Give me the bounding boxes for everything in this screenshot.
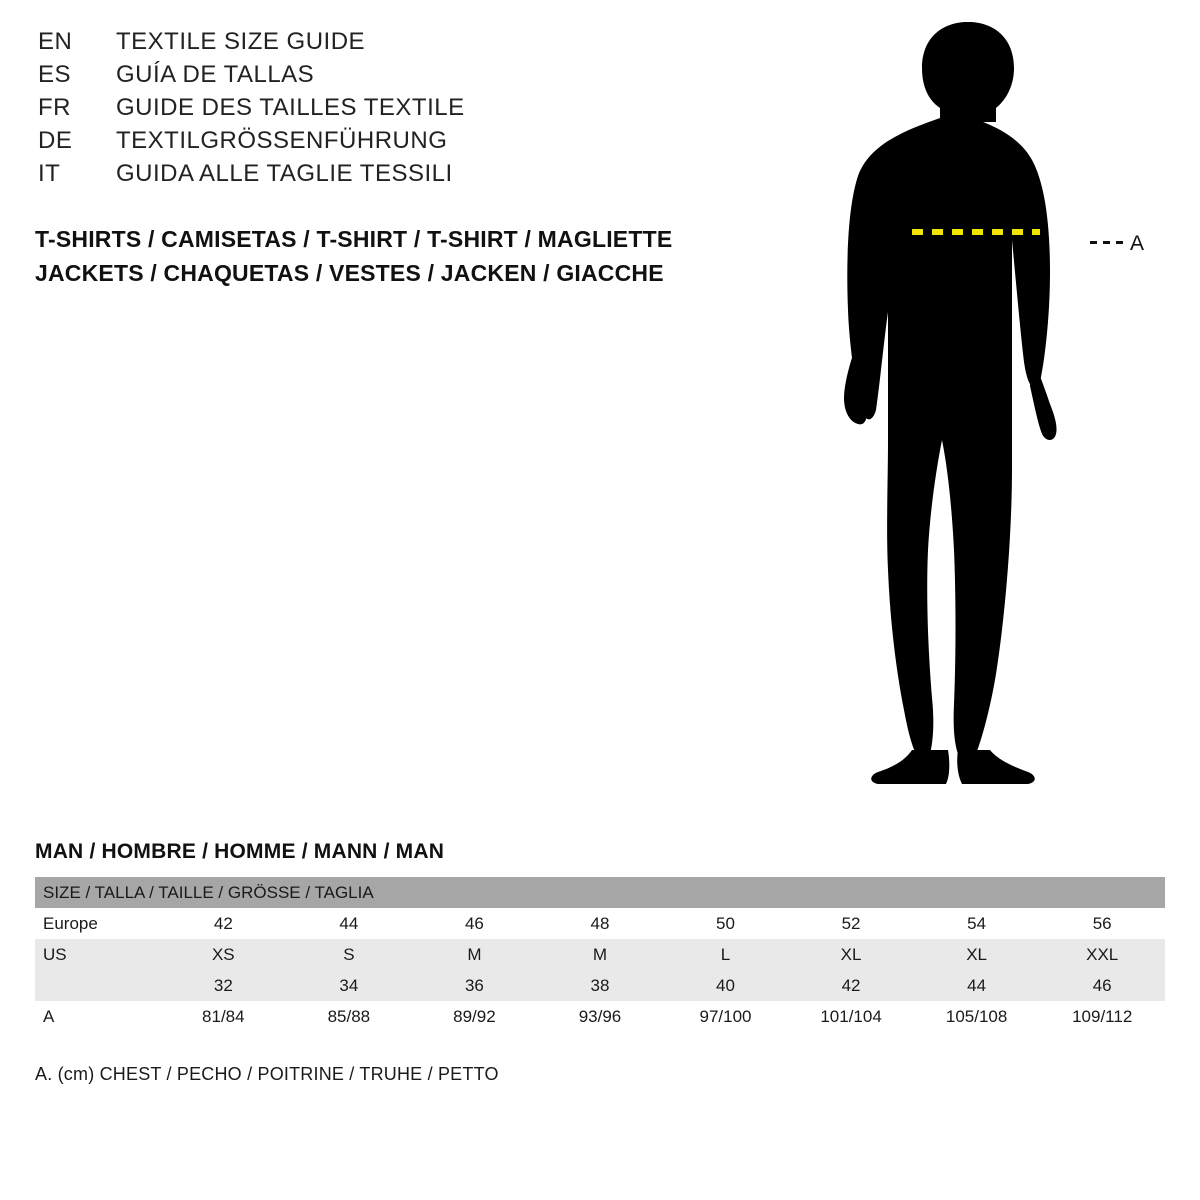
cell-numeric-6: 44 bbox=[914, 970, 1040, 1001]
cell-numeric-2: 36 bbox=[412, 970, 538, 1001]
language-title: TEXTILE SIZE GUIDE bbox=[116, 28, 366, 55]
cell-chest-4: 97/100 bbox=[663, 1001, 789, 1032]
language-title: GUÍA DE TALLAS bbox=[116, 61, 315, 88]
cell-europe-7: 56 bbox=[1039, 908, 1165, 939]
cell-us-6: XL bbox=[914, 939, 1040, 970]
measure-label-a: A bbox=[1130, 232, 1145, 255]
table-header-label: SIZE / TALLA / TAILLE / GRÖSSE / TAGLIA bbox=[35, 877, 1165, 908]
language-row bbox=[38, 28, 758, 61]
language-title: GUIDE DES TAILLES TEXTILE bbox=[116, 94, 465, 121]
cell-chest-0: 81/84 bbox=[161, 1001, 287, 1032]
table-section-title: MAN / HOMBRE / HOMME / MANN / MAN bbox=[35, 840, 445, 863]
cell-chest-7: 109/112 bbox=[1039, 1001, 1165, 1032]
row-label-chest: A bbox=[35, 1001, 161, 1032]
cell-numeric-1: 34 bbox=[286, 970, 412, 1001]
garment-category-list bbox=[35, 222, 775, 290]
language-code: IT bbox=[38, 160, 61, 187]
cell-us-1: S bbox=[286, 939, 412, 970]
cell-us-4: L bbox=[663, 939, 789, 970]
cell-europe-4: 50 bbox=[663, 908, 789, 939]
cell-numeric-7: 46 bbox=[1039, 970, 1165, 1001]
size-table bbox=[35, 877, 1165, 1032]
cell-us-5: XL bbox=[788, 939, 914, 970]
row-label-numeric bbox=[35, 970, 161, 1001]
table-header-row bbox=[35, 877, 1165, 908]
table-row bbox=[35, 908, 1165, 939]
row-label-us: US bbox=[35, 939, 161, 970]
cell-europe-5: 52 bbox=[788, 908, 914, 939]
cell-europe-3: 48 bbox=[537, 908, 663, 939]
language-row bbox=[38, 61, 758, 94]
cell-us-3: M bbox=[537, 939, 663, 970]
cell-chest-5: 101/104 bbox=[788, 1001, 914, 1032]
language-code: FR bbox=[38, 94, 71, 121]
table-row bbox=[35, 939, 1165, 970]
category-jackets: JACKETS / CHAQUETAS / VESTES / JACKEN / GIACCHE bbox=[35, 260, 664, 286]
body-silhouette-figure bbox=[800, 10, 1200, 800]
language-title: TEXTILGRÖSSENFÜHRUNG bbox=[116, 127, 448, 154]
category-tshirts: T-SHIRTS / CAMISETAS / T-SHIRT / T-SHIRT / MAGLIETTE bbox=[35, 226, 673, 252]
cell-europe-2: 46 bbox=[412, 908, 538, 939]
size-table-section bbox=[35, 840, 1165, 1085]
language-code: ES bbox=[38, 61, 72, 88]
cell-europe-1: 44 bbox=[286, 908, 412, 939]
language-row bbox=[38, 127, 758, 160]
cell-chest-2: 89/92 bbox=[412, 1001, 538, 1032]
table-row bbox=[35, 1001, 1165, 1032]
language-row bbox=[38, 160, 758, 193]
language-row bbox=[38, 94, 758, 127]
cell-chest-1: 85/88 bbox=[286, 1001, 412, 1032]
cell-europe-0: 42 bbox=[161, 908, 287, 939]
cell-numeric-0: 32 bbox=[161, 970, 287, 1001]
cell-europe-6: 54 bbox=[914, 908, 1040, 939]
language-title-list bbox=[38, 28, 758, 193]
measure-leader-dashes bbox=[1090, 241, 1124, 244]
row-label-europe: Europe bbox=[35, 908, 161, 939]
language-title: GUIDA ALLE TAGLIE TESSILI bbox=[116, 160, 453, 187]
cell-chest-6: 105/108 bbox=[914, 1001, 1040, 1032]
cell-chest-3: 93/96 bbox=[537, 1001, 663, 1032]
cell-numeric-4: 40 bbox=[663, 970, 789, 1001]
language-code: EN bbox=[38, 28, 73, 55]
language-code: DE bbox=[38, 127, 73, 154]
table-row bbox=[35, 970, 1165, 1001]
cell-us-7: XXL bbox=[1039, 939, 1165, 970]
cell-us-2: M bbox=[412, 939, 538, 970]
silhouette-svg bbox=[800, 10, 1200, 800]
cell-numeric-5: 42 bbox=[788, 970, 914, 1001]
cell-us-0: XS bbox=[161, 939, 287, 970]
cell-numeric-3: 38 bbox=[537, 970, 663, 1001]
table-footnote: A. (cm) CHEST / PECHO / POITRINE / TRUHE / PETTO bbox=[35, 1064, 499, 1084]
